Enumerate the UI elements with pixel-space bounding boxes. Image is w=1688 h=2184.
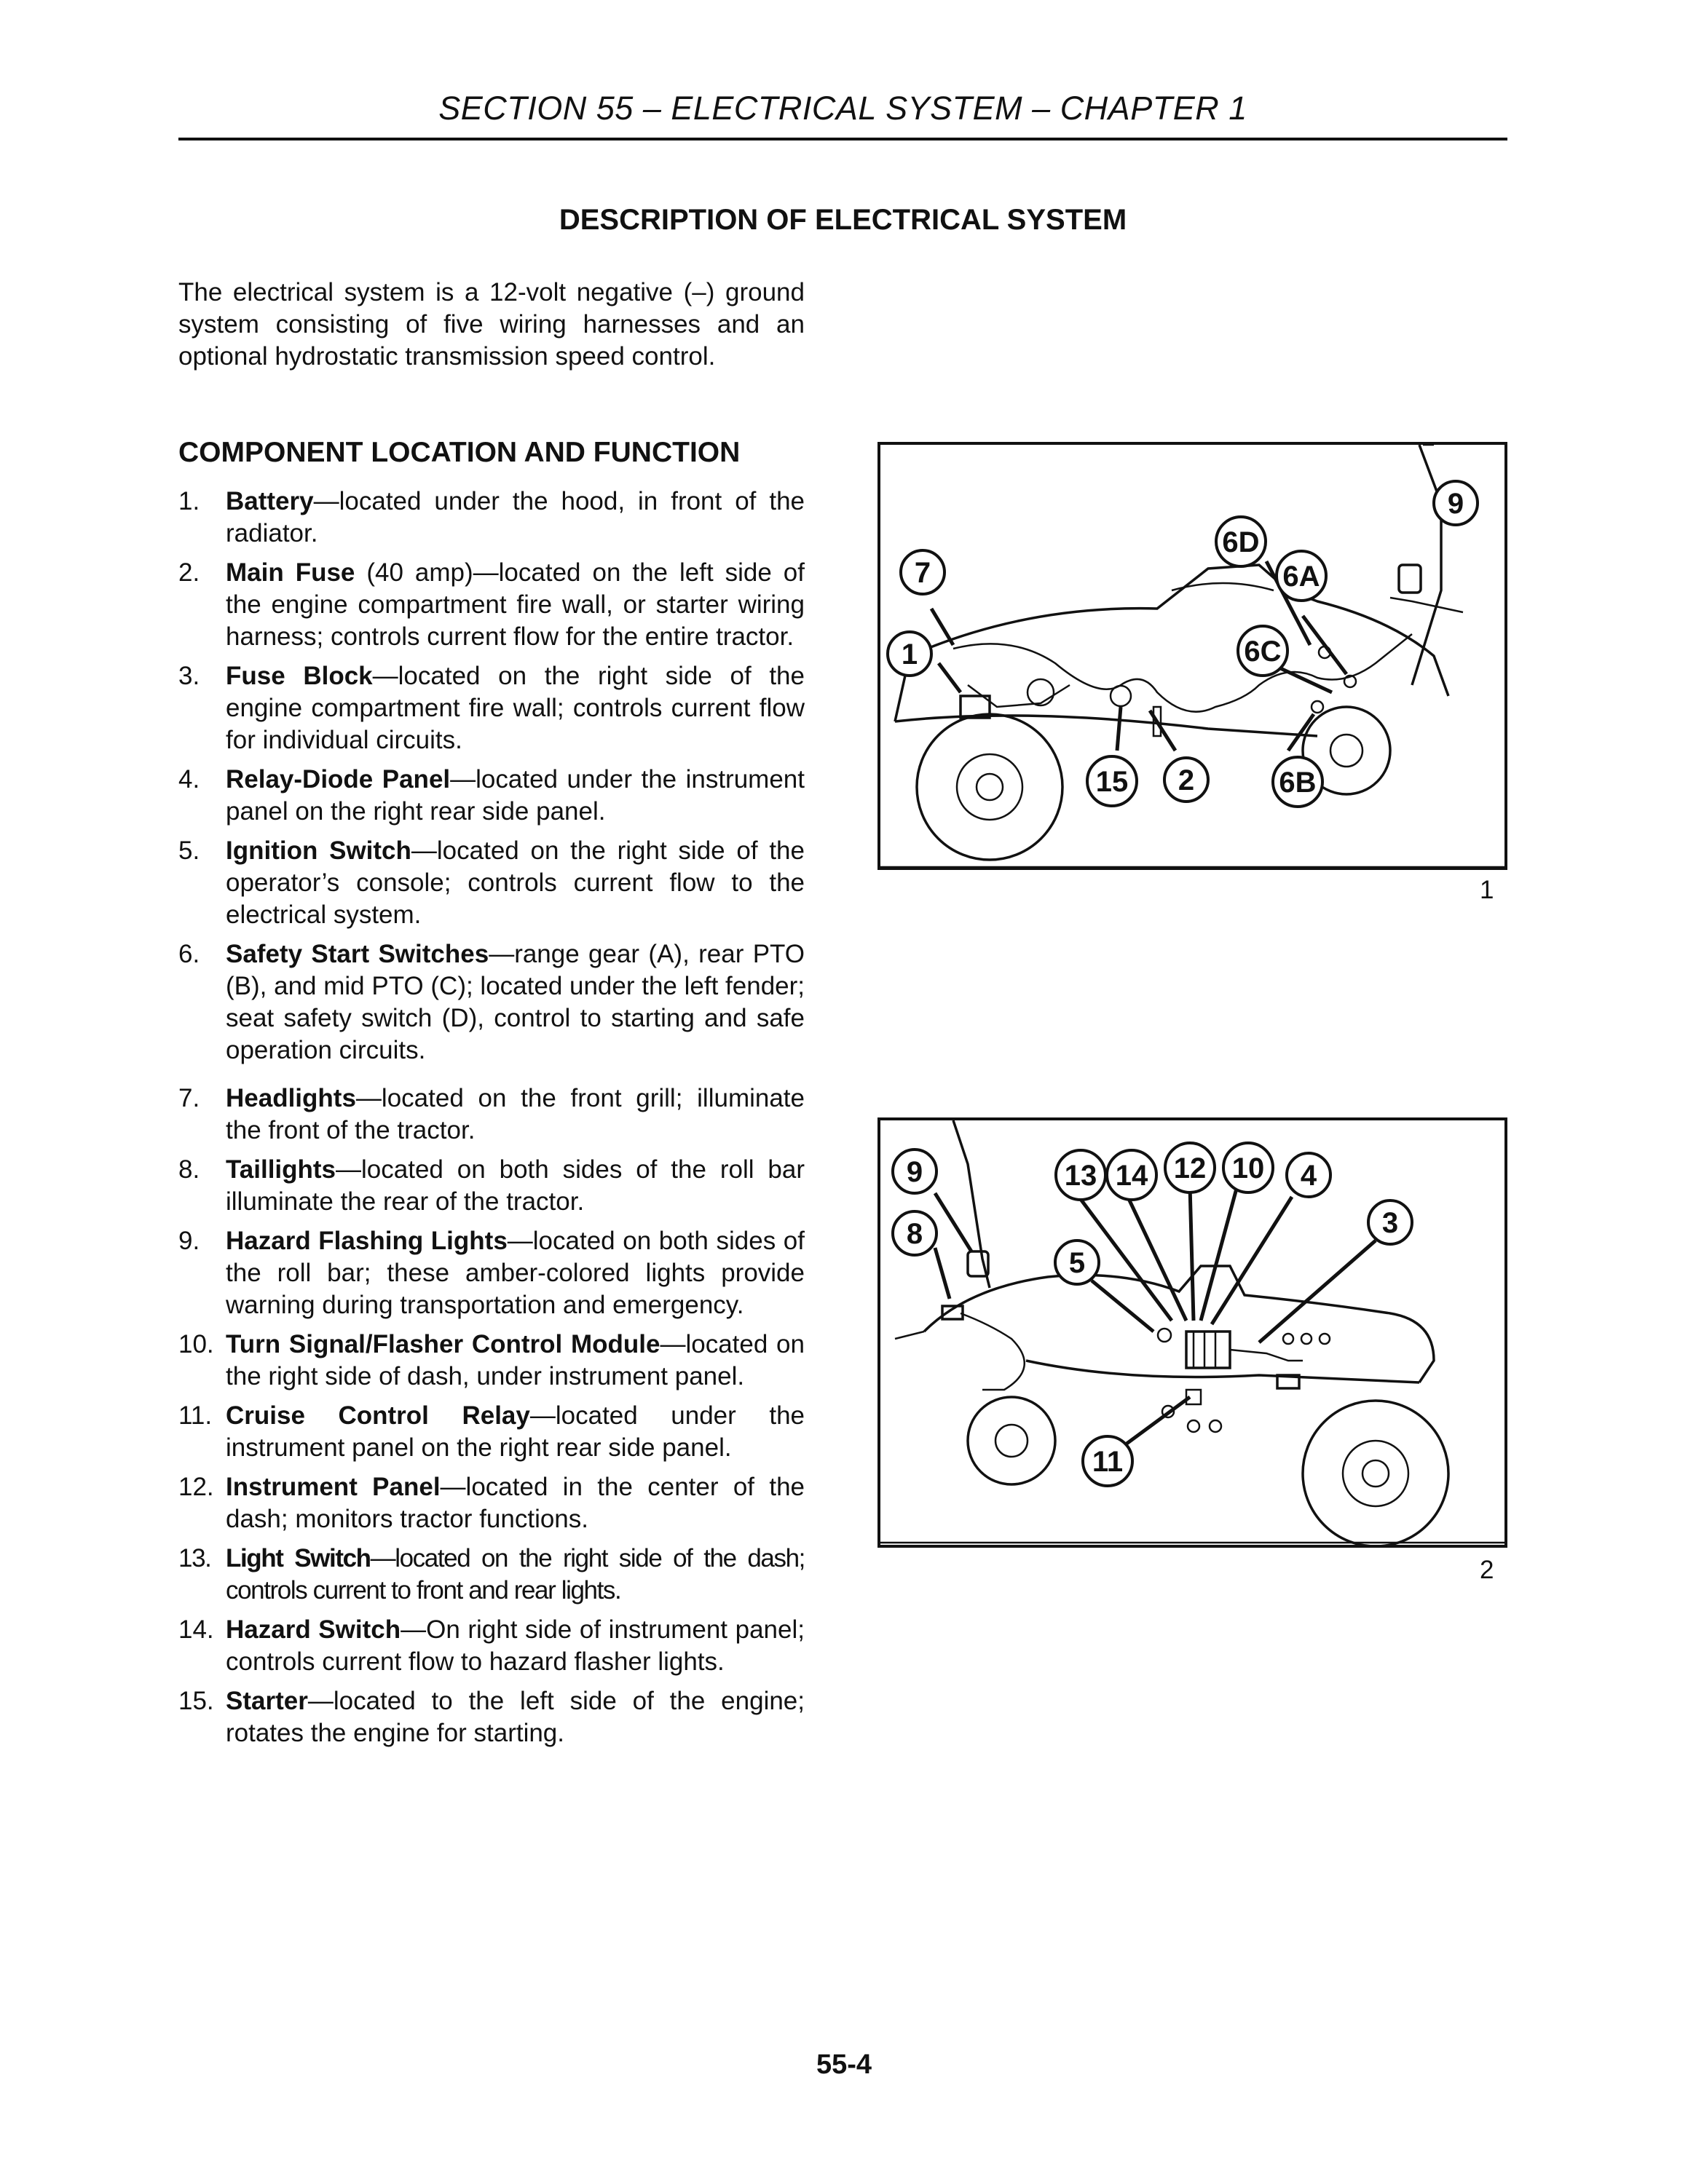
item-number: 9.	[178, 1227, 200, 1255]
item-term: Headlights	[226, 1084, 356, 1112]
svg-text:6D: 6D	[1222, 526, 1260, 558]
callout-14	[1107, 1150, 1156, 1200]
callout-6a	[1277, 551, 1326, 601]
callout-4	[1287, 1153, 1330, 1197]
svg-text:7: 7	[914, 557, 931, 589]
item-term: Fuse Block	[226, 662, 373, 690]
item-description: —located in the center of the dash; monitors tractor functions.	[226, 1473, 805, 1533]
callout-2	[1164, 758, 1208, 802]
item-number: 12.	[178, 1473, 214, 1501]
item-number: 2.	[178, 558, 200, 587]
intro-paragraph: The electrical system is a 12-volt negative (–) ground system consisting of five wiring harnesses and an optional hydrostatic transmission speed control.	[178, 278, 805, 371]
item-description: —located on the right side of the engine compartment fire wall; controls current flow for individual circuits.	[226, 662, 805, 754]
arrow-11	[1121, 1397, 1190, 1448]
item-term: Light Switch	[226, 1544, 371, 1572]
arrow-5	[1092, 1281, 1153, 1332]
front-wheel-center	[977, 774, 1003, 800]
svg-text:15: 15	[1095, 766, 1129, 798]
svg-text:9: 9	[906, 1156, 923, 1188]
front-wiring	[1230, 1350, 1303, 1361]
list-item	[178, 1685, 805, 1749]
item-term: Ignition Switch	[226, 836, 411, 865]
list-item	[178, 1154, 805, 1218]
item-term: Relay-Diode Panel	[226, 765, 451, 794]
fuse-symbol	[1111, 686, 1131, 706]
item-term: Instrument Panel	[226, 1473, 441, 1501]
svg-text:9: 9	[1447, 488, 1464, 520]
arrow-7	[931, 609, 953, 645]
list-item	[178, 486, 805, 550]
arrow-8	[935, 1248, 950, 1299]
figure-2-tractor-right-side	[877, 1117, 1507, 1548]
list-item	[178, 1225, 805, 1321]
component-list	[178, 486, 805, 1757]
item-description: —located on the right side of the operator’s console; controls current flow to the electrical system.	[226, 836, 805, 929]
svg-text:10: 10	[1231, 1152, 1265, 1184]
item-number: 1.	[178, 487, 200, 515]
svg-text:6A: 6A	[1282, 561, 1320, 593]
svg-text:6B: 6B	[1279, 767, 1317, 799]
item-description: —located to the left side of the engine; rotates the engine for starting.	[226, 1687, 805, 1747]
svg-text:12: 12	[1173, 1152, 1207, 1184]
section-heading: DESCRIPTION OF ELECTRICAL SYSTEM	[559, 204, 1127, 236]
item-description: —range gear (A), rear PTO (B), and mid PTO (C); located under the left fender; seat safety switch (D), control to starting and safe operation circuits.	[226, 940, 805, 1064]
wiring-node	[1188, 1420, 1199, 1432]
hazard-light-symbol	[1399, 565, 1421, 593]
figure-1-illustration	[880, 445, 1504, 867]
starter-symbol	[1028, 679, 1054, 705]
figure-2-illustration	[880, 1120, 1504, 1545]
wiring-node	[1210, 1420, 1221, 1432]
item-number: 5.	[178, 836, 200, 865]
callout-9	[893, 1150, 936, 1193]
callout-12	[1165, 1143, 1215, 1192]
item-term: Taillights	[226, 1155, 336, 1184]
item-description: —On right side of instrument panel; controls current flow to hazard flasher lights.	[226, 1615, 805, 1676]
tractor-body-outline	[895, 565, 1448, 721]
list-item	[178, 835, 805, 931]
chassis-line	[1026, 1361, 1419, 1382]
chassis-line	[895, 716, 1317, 736]
item-number: 11.	[178, 1401, 213, 1430]
item-term: Hazard Flashing Lights	[226, 1227, 508, 1255]
component-heading: COMPONENT LOCATION AND FUNCTION	[178, 437, 741, 468]
item-number: 13.	[178, 1544, 211, 1572]
arrow-4	[1212, 1197, 1292, 1324]
indicator-light	[1320, 1334, 1330, 1344]
item-description: —located under the hood, in front of the radiator.	[226, 487, 805, 547]
item-term: Main Fuse	[226, 558, 355, 587]
item-description: —located on the front grill; illuminate the front of the tractor.	[226, 1084, 805, 1144]
svg-text:14: 14	[1115, 1160, 1148, 1192]
item-term: Starter	[226, 1687, 308, 1715]
list-item	[178, 1543, 805, 1607]
svg-text:6C: 6C	[1244, 636, 1282, 668]
item-number: 8.	[178, 1155, 200, 1184]
item-number: 10.	[178, 1330, 214, 1358]
figure-1-number: 1	[1480, 876, 1494, 904]
arrow-6b	[1288, 714, 1314, 751]
indicator-light	[1283, 1334, 1293, 1344]
item-number: 14.	[178, 1615, 214, 1644]
rear-wheel-hub	[995, 1425, 1028, 1457]
callout-6b	[1273, 757, 1322, 807]
item-number: 3.	[178, 662, 200, 690]
svg-text:11: 11	[1092, 1446, 1124, 1478]
list-item	[178, 1614, 805, 1678]
callout-5	[1055, 1241, 1099, 1284]
item-description: —located under the instrument panel on the right rear side panel.	[226, 1401, 805, 1462]
list-item	[178, 1471, 805, 1535]
front-wheel-hub	[957, 754, 1022, 820]
callout-13	[1056, 1150, 1105, 1200]
callout-15	[1087, 756, 1137, 806]
arrow-10	[1201, 1186, 1237, 1321]
section-header-title: SECTION 55 – ELECTRICAL SYSTEM – CHAPTER 1	[438, 90, 1247, 127]
svg-text:3: 3	[1381, 1207, 1399, 1239]
svg-text:5: 5	[1068, 1247, 1086, 1279]
wiring-harness	[953, 634, 1412, 712]
item-number: 7.	[178, 1084, 200, 1112]
indicator-light	[1301, 1334, 1312, 1344]
figure-2-number: 2	[1480, 1556, 1494, 1584]
arrow-15	[1117, 707, 1121, 751]
svg-text:2: 2	[1178, 764, 1195, 796]
item-term: Turn Signal/Flasher Control Module	[226, 1330, 660, 1358]
ignition-switch-symbol	[1158, 1329, 1171, 1342]
callout-11	[1083, 1436, 1132, 1486]
front-wheel-center	[1362, 1460, 1389, 1487]
svg-text:13: 13	[1064, 1160, 1097, 1192]
svg-text:4: 4	[1300, 1160, 1317, 1192]
roll-bar	[953, 1120, 990, 1288]
callout-6d	[1216, 517, 1266, 566]
header-rule	[178, 138, 1507, 141]
front-wheel	[1303, 1401, 1448, 1545]
callout-8	[893, 1211, 936, 1255]
arrow-3	[1259, 1241, 1376, 1342]
svg-text:8: 8	[906, 1218, 923, 1250]
callout-9	[1434, 481, 1478, 525]
callout-6c	[1238, 626, 1287, 676]
item-description: (40 amp)—located on the left side of the engine compartment fire wall, or starter wiring harness; controls current flow for the entire tractor.	[226, 558, 805, 651]
item-number: 4.	[178, 765, 200, 794]
switch-6b	[1312, 701, 1323, 713]
rear-wheel	[968, 1397, 1055, 1484]
item-term: Hazard Switch	[226, 1615, 401, 1644]
item-term: Battery	[226, 487, 314, 515]
page-number: 55-4	[816, 2049, 872, 2080]
tractor-body-outline	[924, 1266, 1434, 1382]
item-term: Cruise Control Relay	[226, 1401, 530, 1430]
callout-1	[888, 632, 931, 676]
front-wheel-hub	[1343, 1441, 1408, 1506]
rear-wheel-hub	[1330, 735, 1362, 767]
fender-top	[1390, 598, 1463, 612]
list-item	[178, 557, 805, 653]
list-item	[178, 1329, 805, 1393]
item-description: —located under the instrument panel on the right rear side panel.	[226, 765, 805, 826]
svg-text:1: 1	[901, 638, 918, 670]
list-item	[178, 1400, 805, 1464]
item-description: —located on both sides of the roll bar; these amber-colored lights provide warning during transportation and emergency.	[226, 1227, 805, 1319]
item-number: 6.	[178, 940, 200, 968]
front-wheel	[917, 714, 1062, 860]
figure-1-tractor-left-side	[877, 442, 1507, 870]
list-item	[178, 938, 805, 1067]
arrow-1	[939, 663, 961, 692]
arrow-9	[935, 1193, 971, 1251]
callout-10	[1223, 1143, 1273, 1192]
list-item	[178, 764, 805, 828]
rear-wiring	[961, 1313, 1025, 1390]
callout-3	[1368, 1200, 1412, 1244]
arrow-12	[1190, 1186, 1194, 1321]
list-item	[178, 1083, 805, 1147]
callout-7	[901, 550, 944, 594]
fender-edge	[895, 1332, 924, 1339]
item-description: —located on the right side of the dash; controls current to front and rear lights.	[226, 1544, 805, 1605]
item-number: 15.	[178, 1687, 214, 1715]
list-item	[178, 660, 805, 756]
item-term: Safety Start Switches	[226, 940, 489, 968]
item-description: —located on both sides of the roll bar illuminate the rear of the tractor.	[226, 1155, 805, 1216]
item-description: —located on the right side of dash, under instrument panel.	[226, 1330, 805, 1390]
